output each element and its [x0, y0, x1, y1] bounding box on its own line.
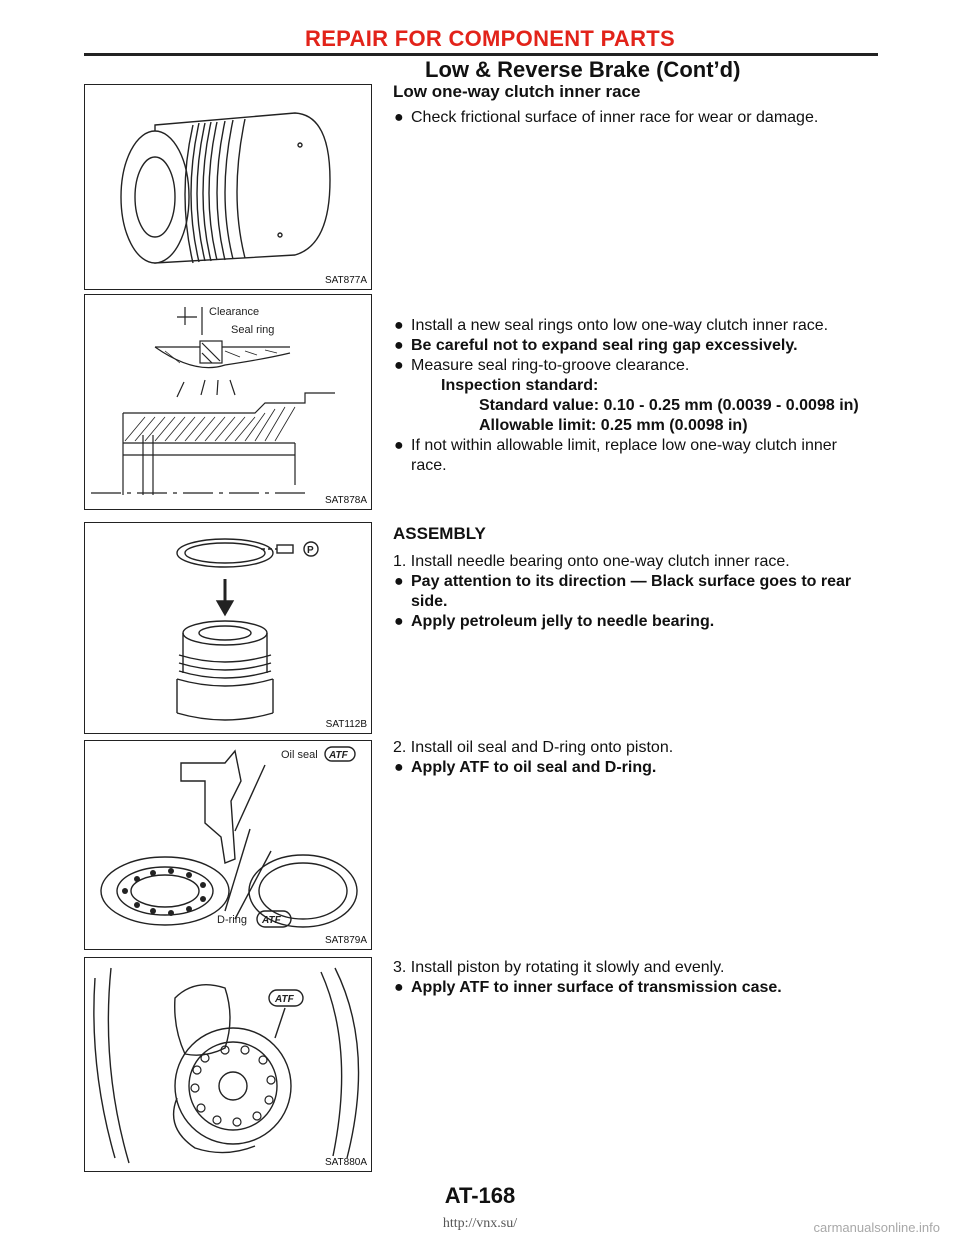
d-ring-label: D-ring — [217, 914, 247, 926]
header-rule — [84, 53, 878, 56]
bullet-icon: ● — [394, 357, 404, 374]
bullet-icon: ● — [394, 109, 404, 126]
list-item: ● Apply ATF to inner surface of transmission case. — [394, 979, 782, 996]
allowable-limit: Allowable limit: 0.25 mm (0.0098 in) — [479, 417, 748, 434]
section-title: Low & Reverse Brake (Cont’d) — [425, 57, 741, 82]
watermark: carmanualsonline.info — [813, 1220, 940, 1235]
standard-value: Standard value: 0.10 - 0.25 mm (0.0039 - 0.0098 in) — [479, 397, 859, 414]
bullet-icon: ● — [394, 759, 404, 776]
list-item: ● Be careful not to expand seal ring gap excessively. — [394, 337, 798, 354]
list-item: ● If not within allowable limit, replace low one-way clutch inner — [394, 437, 837, 454]
list-item: ● Pay attention to its direction — Black surface goes to rear — [394, 573, 852, 590]
list-item-continuation: side. — [411, 593, 448, 610]
figure-code: SAT879A — [324, 935, 367, 946]
source-url-link[interactable]: http://vnx.su/ — [442, 1216, 518, 1231]
figure-install-piston — [84, 957, 372, 1172]
bullet-icon: ● — [394, 573, 404, 590]
atf-label: ATF — [262, 915, 281, 926]
bullet-icon: ● — [394, 437, 404, 454]
atf-label: ATF — [275, 994, 294, 1005]
section-assembly-text — [393, 524, 883, 632]
clearance-label: Clearance — [209, 306, 260, 318]
petroleum-jelly-symbol: P — [307, 545, 314, 556]
seal-ring-clearance-diagram — [85, 295, 373, 511]
figure-inner-race — [84, 84, 372, 290]
figure-code: SAT878A — [324, 495, 367, 506]
section-seal-ring-text — [393, 316, 883, 476]
page-number: AT-168 — [444, 1183, 516, 1208]
bullet-icon: ● — [394, 613, 404, 630]
figure-seal-ring-clearance — [84, 294, 372, 510]
seal-ring-label: Seal ring — [231, 324, 275, 336]
inspection-standard-label: Inspection standard: — [441, 377, 599, 394]
step-3: 3. Install piston by rotating it slowly and evenly. — [393, 959, 725, 976]
oil-seal-label: Oil seal — [281, 749, 318, 761]
assembly-heading: ASSEMBLY — [393, 524, 486, 543]
oil-seal-dring-illustration — [85, 741, 373, 951]
section-piston-text — [393, 958, 883, 998]
list-item: ● Apply ATF to oil seal and D-ring. — [394, 759, 657, 776]
subsection-title: Low one-way clutch inner race — [393, 82, 641, 101]
list-item: ● Check frictional surface of inner race for wear or damage. — [394, 109, 819, 126]
step-1: 1. Install needle bearing onto one-way clutch inner race. — [393, 553, 790, 570]
needle-bearing-illustration — [85, 523, 373, 735]
page-category-header: REPAIR FOR COMPONENT PARTS — [305, 26, 675, 51]
figure-oil-seal-dring — [84, 740, 372, 950]
list-item-continuation: race. — [411, 457, 447, 474]
figure-code: SAT880A — [324, 1157, 367, 1168]
list-item: ● Measure seal ring-to-groove clearance. — [394, 357, 690, 374]
bullet-icon: ● — [394, 979, 404, 996]
section-oil-seal-text — [393, 738, 883, 778]
bullet-icon: ● — [394, 337, 404, 354]
install-piston-illustration — [85, 958, 373, 1173]
atf-label: ATF — [329, 750, 348, 761]
section-inner-race-text — [393, 82, 883, 128]
bullet-icon: ● — [394, 317, 404, 334]
figure-needle-bearing — [84, 522, 372, 734]
list-item: ● Apply petroleum jelly to needle bearing. — [394, 613, 715, 630]
figure-code: SAT877A — [324, 275, 367, 286]
list-item: ● Install a new seal rings onto low one-way clutch inner race. — [394, 317, 829, 334]
inner-race-illustration — [85, 85, 373, 291]
figure-code: SAT112B — [325, 719, 367, 730]
step-2: 2. Install oil seal and D-ring onto piston. — [393, 739, 674, 756]
